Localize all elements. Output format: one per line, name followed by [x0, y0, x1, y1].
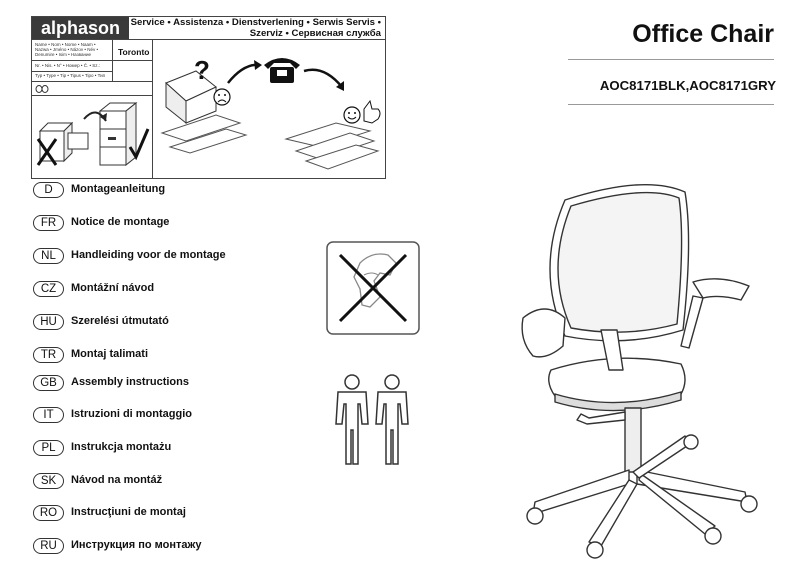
service-heading-line1: Service • Assistenza • Dienstverlening • Serwis Servis •	[130, 17, 381, 28]
language-name: Инструкция по монтажу	[71, 539, 202, 551]
language-code: CZ	[33, 281, 64, 297]
language-code: PL	[33, 440, 64, 456]
contact-icon	[35, 84, 49, 94]
language-code: FR	[33, 215, 64, 231]
model-numbers: AOC8171BLK,AOC8171GRY	[599, 78, 776, 93]
language-code: HU	[33, 314, 64, 330]
language-name: Instrucţiuni de montaj	[71, 506, 186, 518]
language-name: Notice de montage	[71, 216, 170, 228]
language-code: NL	[33, 248, 64, 264]
language-code: RU	[33, 538, 64, 554]
location-label: Toronto	[118, 47, 150, 57]
language-name: Montageanleitung	[71, 183, 166, 195]
divider	[32, 39, 385, 40]
divider	[32, 71, 112, 72]
happy-face-icon	[344, 107, 360, 123]
name-label: Name • Nom • Nome • Naam • Nazwa • Jméno • Názov • Név • Denumire • Isim • Название	[35, 42, 99, 57]
no-power-tool-icon	[326, 241, 420, 335]
language-name: Návod na montáž	[71, 474, 163, 486]
language-name: Montaj talimati	[71, 348, 149, 360]
service-heading	[129, 17, 385, 39]
language-name: Assembly instructions	[71, 376, 189, 388]
type-label: Typ • Type • Tip • Tipus • Tipo • Тип	[35, 73, 106, 78]
telephone-icon	[264, 58, 300, 83]
two-persons-icon	[328, 370, 416, 468]
language-code: D	[33, 182, 64, 198]
sad-face-icon	[214, 89, 230, 105]
language-name: Montážní návod	[71, 282, 155, 294]
brand-logo: alphason	[32, 17, 129, 39]
service-heading-line2: Szerviz • Сервисная служба	[249, 27, 381, 39]
model-divider	[568, 104, 774, 105]
storage-illustration	[34, 99, 150, 177]
language-code: IT	[33, 407, 64, 423]
divider	[32, 81, 152, 82]
product-title: Office Chair	[632, 20, 774, 48]
language-name: Szerelési útmutató	[71, 315, 169, 327]
number-label: Nr. • Nis. • N° • Номер • Č. • Sz.:	[35, 63, 101, 68]
language-code: TR	[33, 347, 64, 363]
title-divider	[568, 59, 774, 60]
language-name: Istruzioni di montaggio	[71, 408, 192, 420]
language-name: Instrukcja montażu	[71, 441, 172, 453]
language-name: Handleiding voor de montage	[71, 249, 226, 261]
office-chair-illustration	[505, 180, 780, 568]
divider	[32, 60, 152, 61]
language-code: RO	[33, 505, 64, 521]
divider	[152, 39, 153, 178]
language-code: GB	[33, 375, 64, 391]
service-box	[31, 16, 386, 179]
language-code: SK	[33, 473, 64, 489]
divider	[32, 95, 152, 96]
thumbs-up-icon	[364, 101, 380, 123]
question-mark-icon: ?	[194, 55, 210, 85]
service-process-illustration	[156, 43, 384, 177]
